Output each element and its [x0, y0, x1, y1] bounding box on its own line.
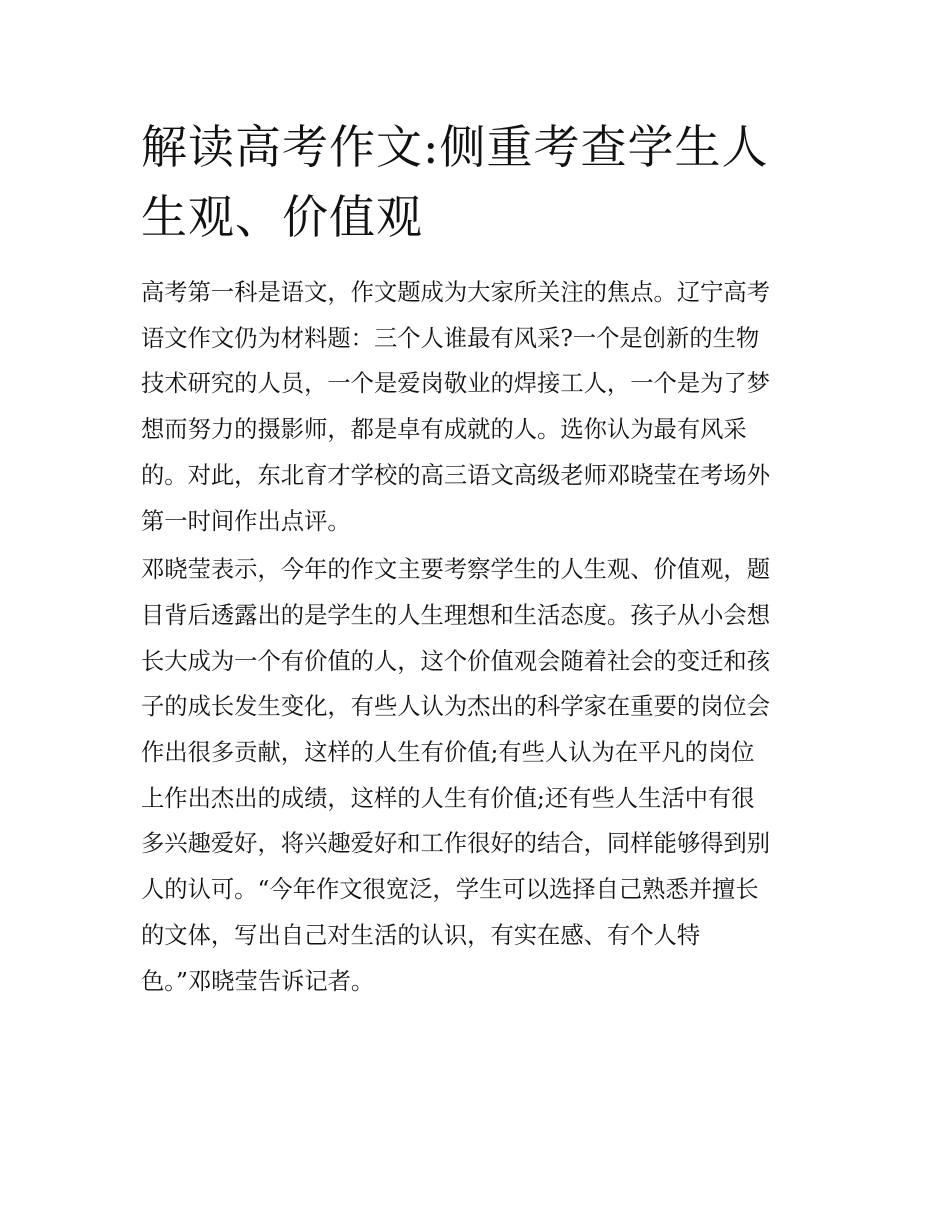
text-line: 高考第一科是语文，作文题成为大家所关注的焦点。辽宁高考 — [141, 279, 771, 306]
text-line: 的文体，写出自己对生活的认识，有实在感、有个人特 — [141, 921, 701, 949]
text-line: 长大成为一个有价值的人，这个价值观会随着社会的变迁和孩 — [141, 647, 771, 675]
text-line: 作出很多贡献，这样的人生有价值;有些人认为在平凡的岗位 — [141, 739, 755, 767]
text-line: 上作出杰出的成绩，这样的人生有价值;还有些人生活中有很 — [141, 784, 755, 812]
article — [141, 112, 821, 1004]
text-line: 色。”邓晓莹告诉记者。 — [141, 967, 375, 995]
text-line: 技术研究的人员，一个是爱岗敬业的焊接工人，一个是为了梦 — [141, 370, 771, 398]
paragraph-intro — [141, 270, 821, 544]
text-line: 想而努力的摄影师，都是卓有成就的人。选你认为最有风采 — [141, 416, 747, 444]
title-line: 解读高考作文:侧重考查学生人 — [141, 120, 769, 174]
text-line: 子的成长发生变化，有些人认为杰出的科学家在重要的岗位会 — [141, 693, 771, 721]
text-line: 第一时间作出点评。 — [141, 507, 351, 535]
title-line: 生观、价值观 — [141, 190, 423, 244]
text-line: 语文作文仍为材料题：三个人谁最有风采?一个是创新的生物 — [141, 324, 760, 352]
text-line: 多兴趣爱好，将兴趣爱好和工作很好的结合，同样能够得到别 — [141, 830, 771, 858]
text-line: 人的认可。“今年作文很宽泛，学生可以选择自己熟悉并擅长 — [141, 876, 759, 904]
text-line: 邓晓莹表示，今年的作文主要考察学生的人生观、价值观，题 — [141, 556, 771, 584]
text-line: 的。对此，东北育才学校的高三语文高级老师邓晓莹在考场外 — [141, 461, 771, 489]
text-line: 目背后透露出的是学生的人生理想和生活态度。孩子从小会想 — [141, 601, 771, 629]
article-title — [141, 112, 821, 252]
paragraph-commentary — [141, 547, 821, 1004]
